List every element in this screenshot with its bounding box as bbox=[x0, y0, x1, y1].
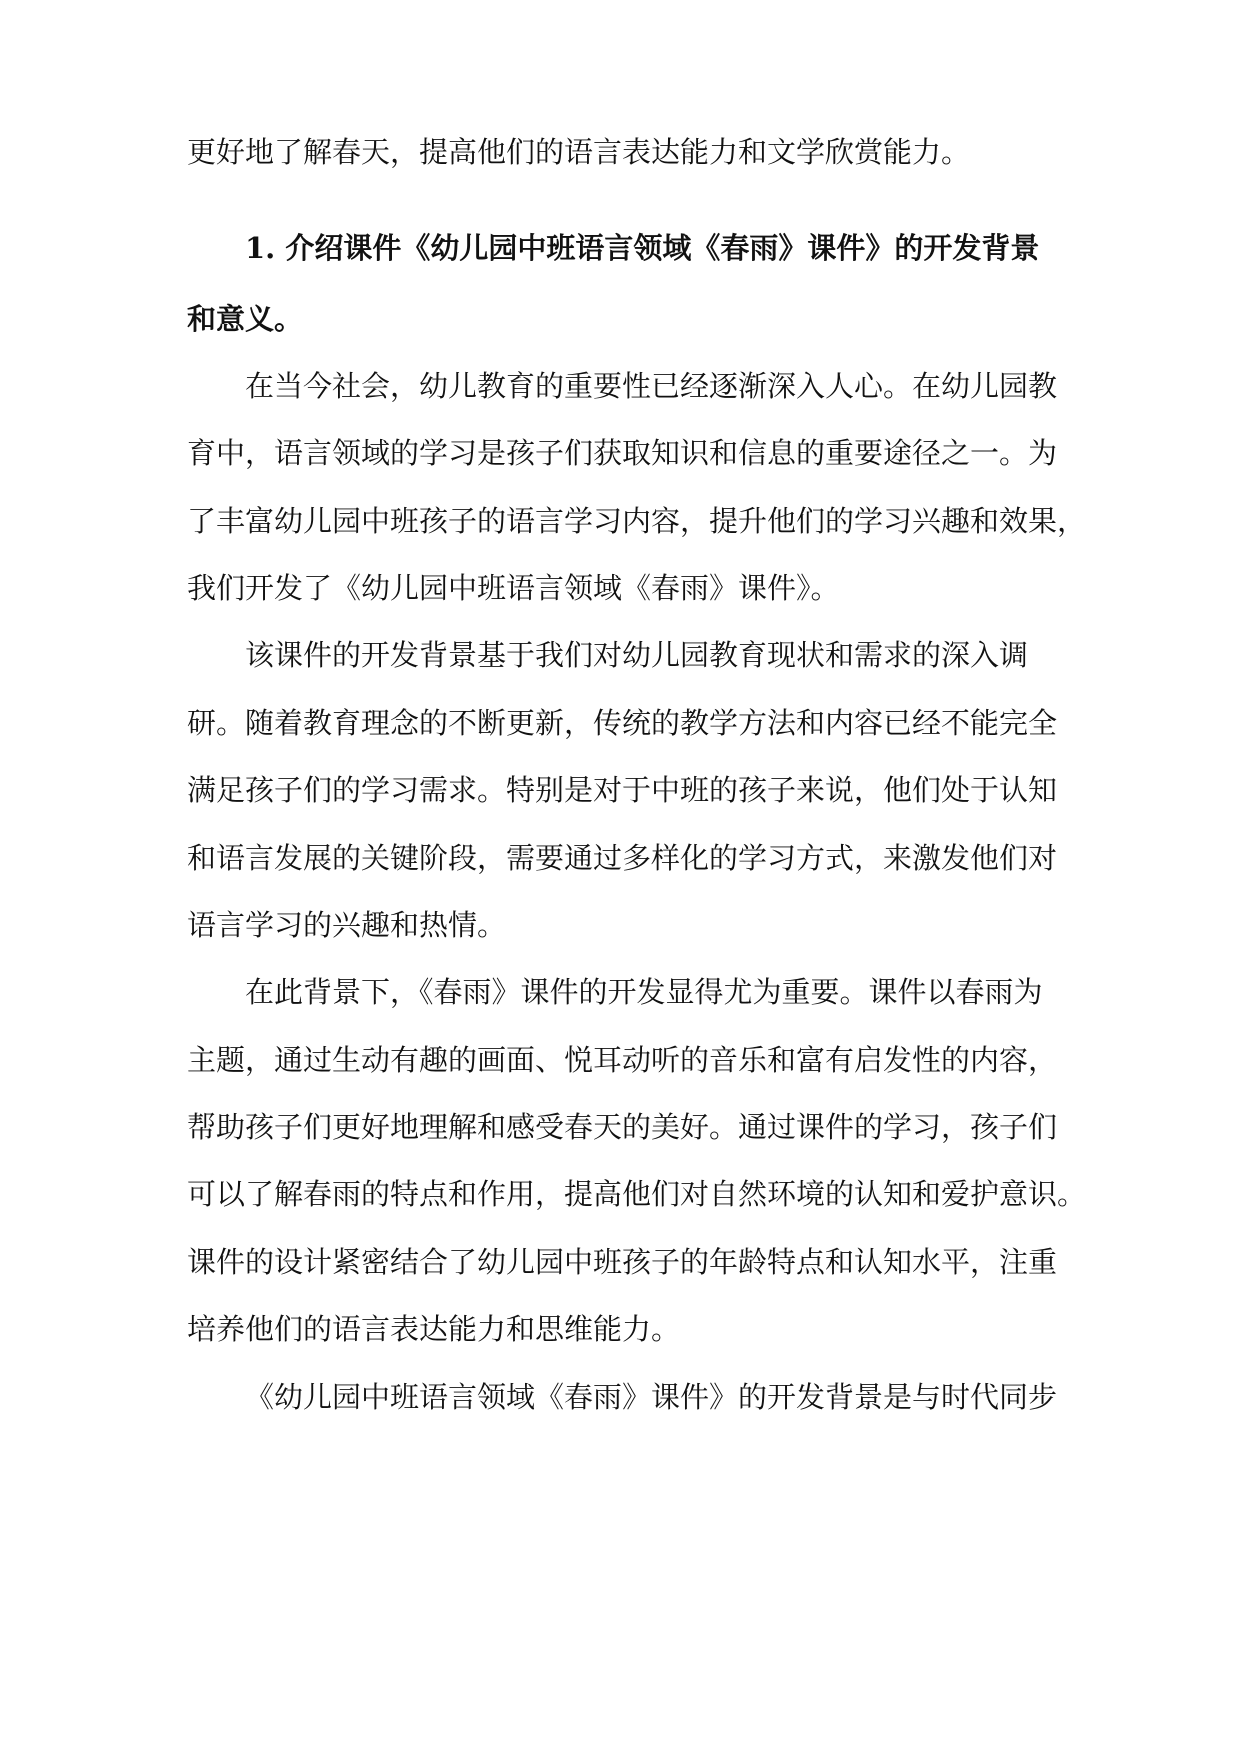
paragraph-line: 在当今社会，幼儿教育的重要性已经逐渐深入人心。在幼儿园教 bbox=[245, 369, 1058, 403]
paragraph-line: 更好地了解春天，提高他们的语言表达能力和文学欣赏能力。 bbox=[187, 135, 971, 169]
paragraph-line: 研。随着教育理念的不断更新，传统的教学方法和内容已经不能完全 bbox=[187, 706, 1058, 740]
section-heading: 1. 介绍课件《幼儿园中班语言领域《春雨》课件》的开发背景 bbox=[245, 231, 1040, 265]
paragraph-line: 《幼儿园中班语言领域《春雨》课件》的开发背景是与时代同步 bbox=[245, 1380, 1058, 1414]
paragraph-line: 在此背景下，《春雨》课件的开发显得尤为重要。课件以春雨为 bbox=[245, 975, 1043, 1009]
paragraph-line: 了丰富幼儿园中班孩子的语言学习内容，提升他们的学习兴趣和效果， bbox=[187, 504, 1087, 538]
paragraph-line: 该课件的开发背景基于我们对幼儿园教育现状和需求的深入调 bbox=[245, 638, 1029, 672]
paragraph-line: 主题，通过生动有趣的画面、悦耳动听的音乐和富有启发性的内容， bbox=[187, 1043, 1058, 1077]
paragraph-line: 可以了解春雨的特点和作用，提高他们对自然环境的认知和爱护意识。 bbox=[187, 1177, 1087, 1211]
paragraph-line: 培养他们的语言表达能力和思维能力。 bbox=[187, 1312, 681, 1346]
paragraph-line: 育中，语言领域的学习是孩子们获取知识和信息的重要途径之一。为 bbox=[187, 436, 1058, 470]
paragraph-line: 课件的设计紧密结合了幼儿园中班孩子的年龄特点和认知水平，注重 bbox=[187, 1245, 1058, 1279]
paragraph-line: 语言学习的兴趣和热情。 bbox=[187, 908, 507, 942]
paragraph-line: 满足孩子们的学习需求。特别是对于中班的孩子来说，他们处于认知 bbox=[187, 773, 1058, 807]
paragraph-line: 帮助孩子们更好地理解和感受春天的美好。通过课件的学习，孩子们 bbox=[187, 1110, 1058, 1144]
section-heading-continuation: 和意义。 bbox=[187, 302, 304, 336]
paragraph-line: 和语言发展的关键阶段，需要通过多样化的学习方式，来激发他们对 bbox=[187, 841, 1058, 875]
paragraph-line: 我们开发了《幼儿园中班语言领域《春雨》课件》。 bbox=[187, 571, 840, 605]
